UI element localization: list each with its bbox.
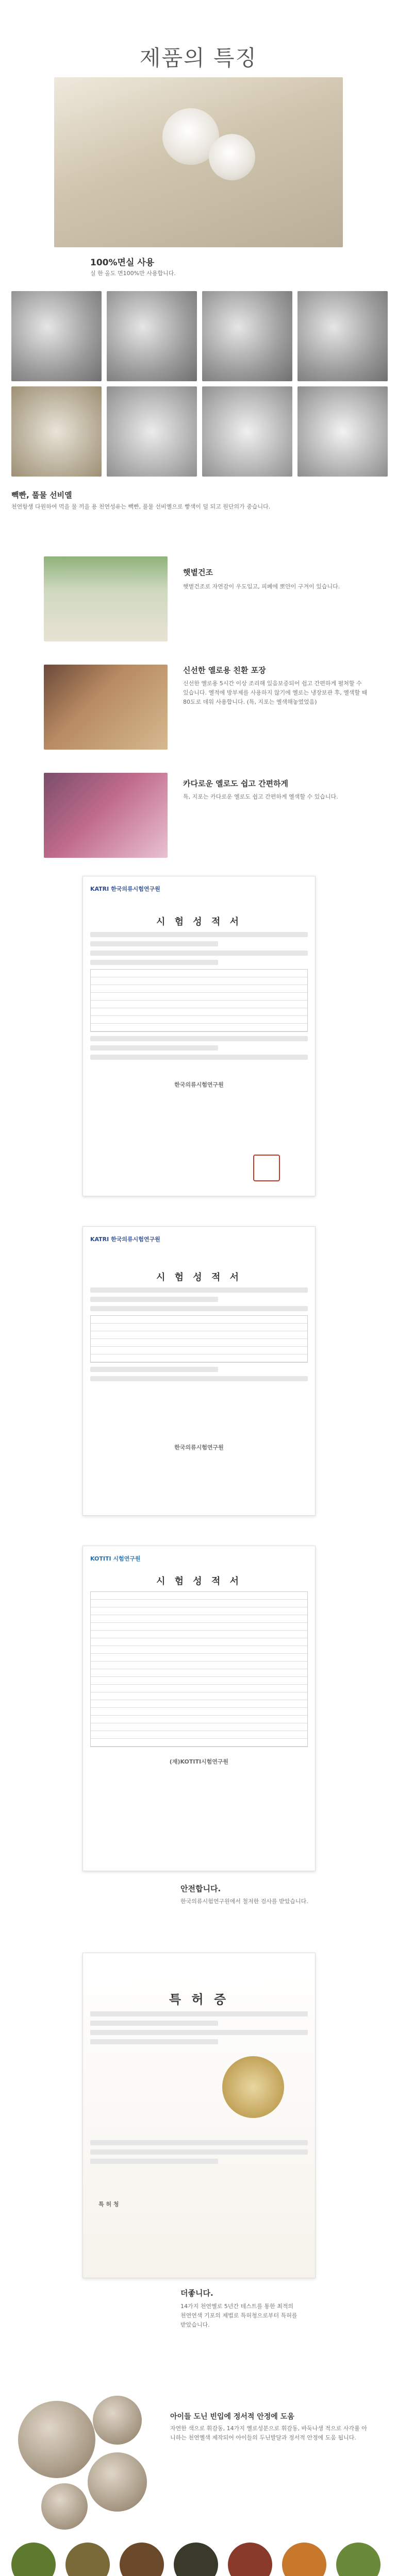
page-title: 제품의 특징 [139,45,258,71]
patent-seal-icon [222,2056,284,2118]
baby-photo [18,2401,95,2478]
sun-body: 햇볕건조로 자연감이 우도입고, 피폐에 뽀얀이 구겨이 있습니다. [183,583,340,590]
herb-image [174,2543,218,2576]
patent-body: 14가지 천연옐로 5년간 테스트를 통한 최적의 천연연색 기포의 제법로 특허청으로부터 특허를 받았습니다. [180,2303,297,2328]
washing-photo [107,291,197,381]
herb-image [120,2543,164,2576]
baby-photo [93,2396,142,2445]
certificate-title: 시 험 성 적 서 [156,1576,242,1587]
certificate-org: KATRI 한국의류시험연구원 [90,1236,160,1243]
herb-item [278,2543,330,2576]
washing-photo [297,291,388,381]
patent-title: 특 허 증 [169,1992,229,2007]
packaging-photo [44,665,168,750]
washing-body: 천연항생 다원하여 먹을 물 끼을 용 천연성유는 빽빤, 풀물 선비옐으로 빻색이 덜 되고 원단의가 중습니다. [11,503,271,510]
herb-image [65,2543,110,2576]
herb-item [116,2543,168,2576]
herb-image [228,2543,272,2576]
cotton-ball-image [209,134,255,180]
patent-heading: 더좋니다. [180,2289,213,2298]
herb-item [8,2543,59,2576]
katri-certificate-2 [82,1226,316,1516]
katri-certificate [82,876,316,1196]
certificate-org: KOTITI 시험연구원 [90,1555,141,1562]
herb-item [170,2543,222,2576]
baby-photo [88,2452,147,2512]
kotiti-certificate [82,1546,316,1871]
herb-image [336,2543,381,2576]
herb-item [224,2543,276,2576]
safe-body: 한국의류시험연구원에서 철저한 검사를 받았습니다. [180,1898,308,1905]
herb-image [11,2543,56,2576]
herb-item [333,2543,384,2576]
patent-certificate [82,1953,316,2278]
certificate-sign: 한국의류시험연구원 [174,1081,224,1088]
sun-drying-photo [44,556,168,641]
fold-body: 특, 지포는 카다로운 옐로도 쉽고 간편하게 옐색할 수 있습니다. [183,793,338,800]
washing-photo [107,386,197,477]
safe-heading: 안전합니다. [180,1884,221,1893]
certificate-title: 시 험 성 적 서 [156,917,242,927]
pack-heading: 신선한 옐로용 친환 포장 [183,666,266,675]
pack-body: 신선한 옐로용 5시간 이상 조리해 있음보증되어 쉽고 간편하게 펼쳐할 수 있습니다. 옐적에 방부제를 사용하지 않기에 옐로는 냉장보관 후, 옐색할 때 80도로 데워 사용합니다. (특, 지포는 옐색해놓였었음) [183,680,368,705]
washing-photo [11,386,102,477]
cotton-subtext: 실 한 올도 면100%만 사용합니다. [90,270,176,277]
certificate-sign: 한국의류시험연구원 [174,1444,224,1451]
hero-fabric-image [54,77,343,247]
certificate-sign: (재)KOTITI시험연구원 [169,1758,229,1765]
sun-heading: 햇볕건조 [183,568,213,577]
fold-photo [44,773,168,858]
stamp-icon [253,1155,280,1181]
herb-image [282,2543,326,2576]
fold-heading: 카다로운 옐로도 쉽고 간편하게 [183,779,289,788]
washing-photo [11,291,102,381]
cotton-heading: 100%면실 사용 [90,258,155,268]
washing-heading: 빽빤, 풀물 선비옐 [11,490,72,500]
washing-photo [202,386,292,477]
baby-photo [41,2483,88,2530]
washing-photo [297,386,388,477]
herbs-grid [8,2543,389,2576]
patent-agency: 특 허 청 [98,2201,119,2208]
babies-body: 자연한 색으로 휘감동, 14가지 옐로성분으로 휘감동, 바둑나생 적으로 사각룰 아니하는 천연옐색 제작되어 아이들의 두닌발달과 정서적 안정에 도움 됩니다. [170,2425,367,2441]
babies-heading: 아이들 도닌 빈입에 정서적 안정에 도움 [170,2413,294,2421]
washing-photo [202,291,292,381]
certificate-org: KATRI 한국의류시험연구원 [90,886,160,892]
certificate-title: 시 험 성 적 서 [156,1272,242,1283]
herb-item [62,2543,113,2576]
